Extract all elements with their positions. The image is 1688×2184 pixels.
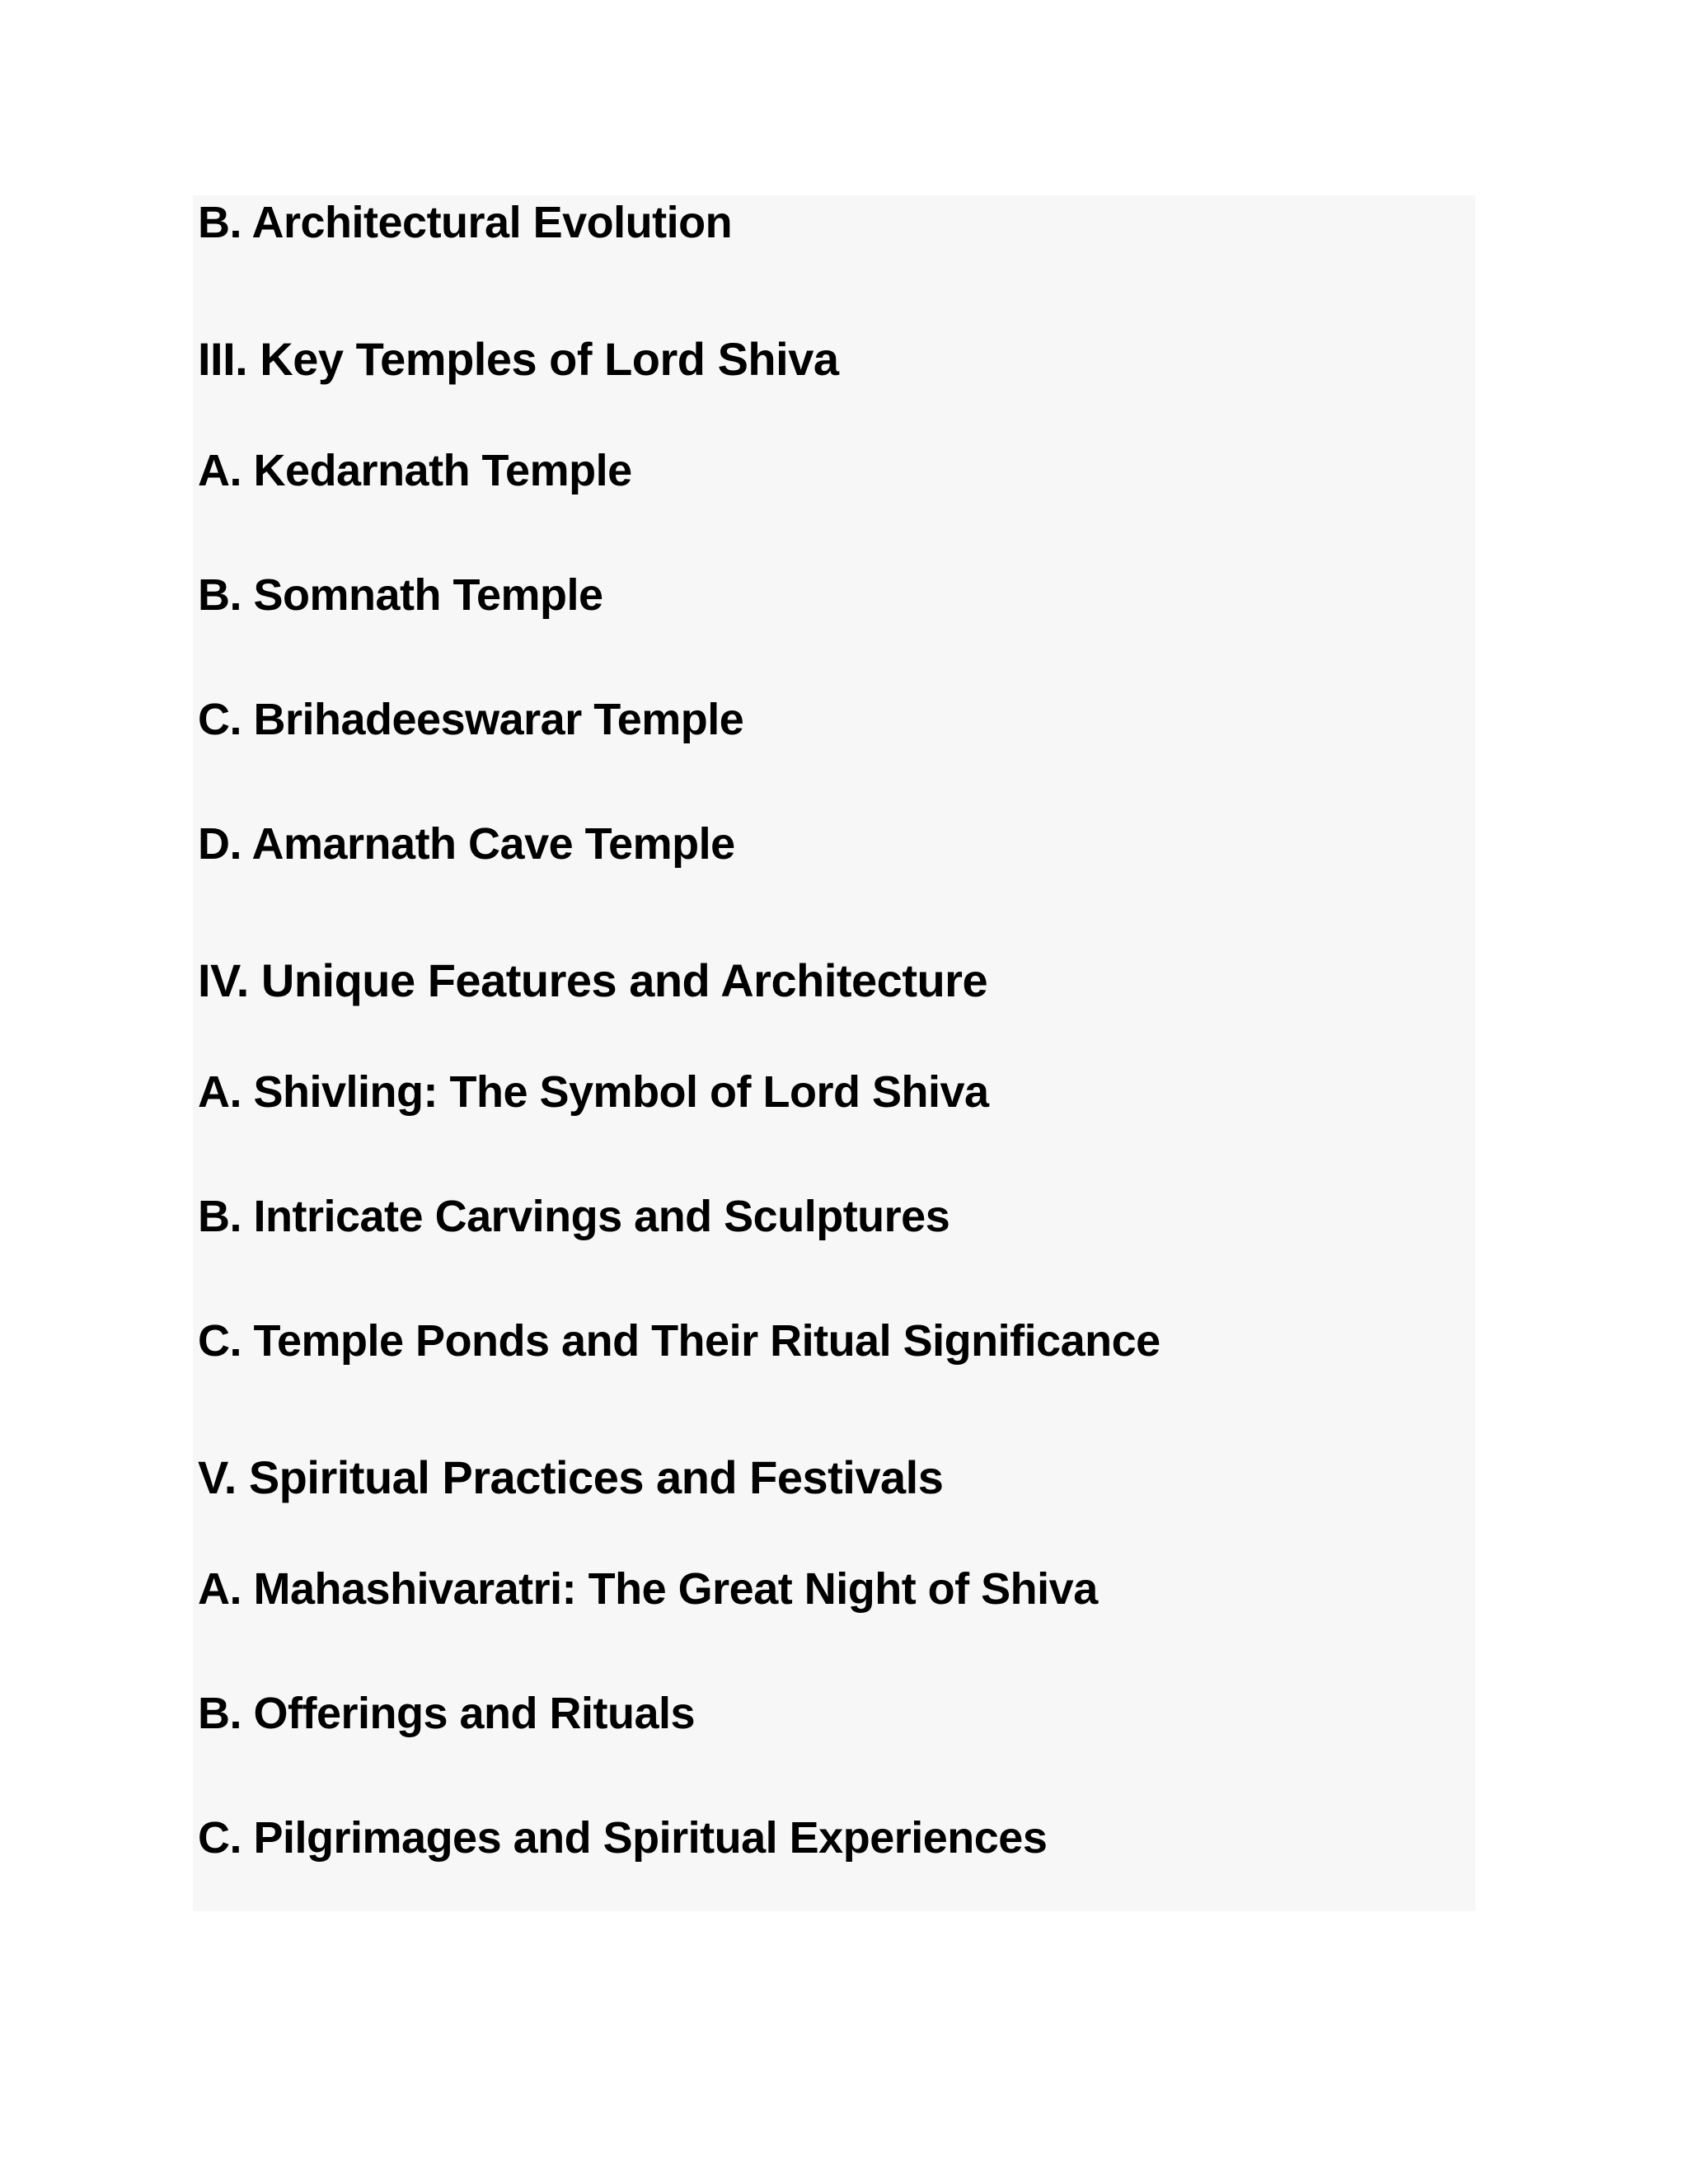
- outline-item-architectural-evolution: B. Architectural Evolution: [198, 198, 733, 247]
- outline-item-brihadeeswarar: C. Brihadeeswarar Temple: [198, 695, 744, 744]
- outline-item-temple-ponds: C. Temple Ponds and Their Ritual Significance: [198, 1316, 1160, 1366]
- outline-item-amarnath: D. Amarnath Cave Temple: [198, 819, 735, 869]
- section-heading-unique-features: IV. Unique Features and Architecture: [198, 954, 988, 1006]
- outline-item-shivling: A. Shivling: The Symbol of Lord Shiva: [198, 1067, 989, 1117]
- outline-item-somnath: B. Somnath Temple: [198, 570, 603, 620]
- section-heading-key-temples: III. Key Temples of Lord Shiva: [198, 333, 839, 385]
- section-heading-spiritual-practices: V. Spiritual Practices and Festivals: [198, 1451, 944, 1503]
- outline-item-kedarnath: A. Kedarnath Temple: [198, 446, 632, 495]
- outline-item-mahashivaratri: A. Mahashivaratri: The Great Night of Shiva: [198, 1564, 1098, 1614]
- outline-item-offerings: B. Offerings and Rituals: [198, 1689, 696, 1738]
- outline-item-carvings: B. Intricate Carvings and Sculptures: [198, 1192, 950, 1241]
- outline-item-pilgrimages: C. Pilgrimages and Spiritual Experiences: [198, 1813, 1048, 1863]
